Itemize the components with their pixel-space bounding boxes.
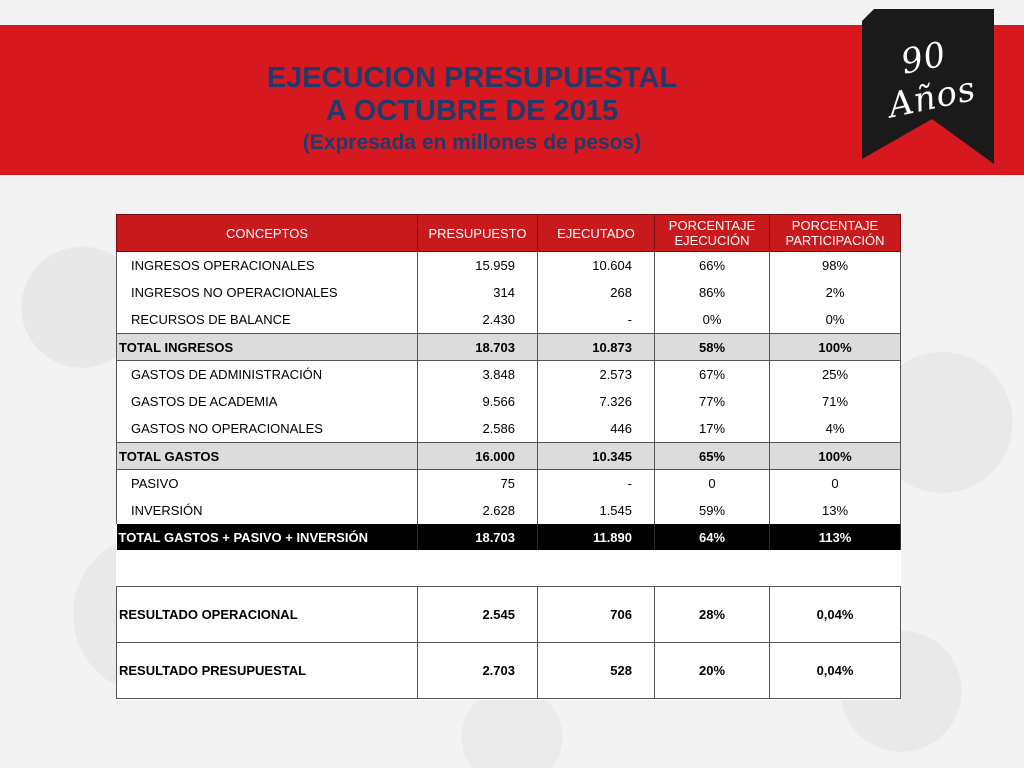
column-header-porcentaje-ejecucion: PORCENTAJE EJECUCIÓN bbox=[655, 215, 770, 252]
row-presupuesto: 75 bbox=[418, 470, 538, 498]
row-concept: RECURSOS DE BALANCE bbox=[117, 306, 418, 334]
row-pct-participacion: 2% bbox=[770, 279, 901, 306]
row-pct-ejecucion: 20% bbox=[655, 643, 770, 699]
row-pct-participacion: 113% bbox=[770, 524, 901, 550]
row-concept: INGRESOS OPERACIONALES bbox=[117, 252, 418, 280]
row-presupuesto: 2.628 bbox=[418, 497, 538, 524]
row-concept: TOTAL INGRESOS bbox=[117, 334, 418, 361]
total-row-gastos bbox=[117, 443, 901, 470]
row-concept: TOTAL GASTOS bbox=[117, 443, 418, 470]
result-row-presupuestal bbox=[117, 643, 901, 699]
row-concept: GASTOS NO OPERACIONALES bbox=[117, 415, 418, 443]
row-pct-participacion: 98% bbox=[770, 252, 901, 280]
row-presupuesto: 18.703 bbox=[418, 334, 538, 361]
row-ejecutado: 10.604 bbox=[538, 252, 655, 280]
table-row bbox=[117, 470, 901, 498]
spacer-cell bbox=[117, 550, 901, 587]
row-pct-participacion: 100% bbox=[770, 334, 901, 361]
row-ejecutado: 706 bbox=[538, 587, 655, 643]
table-header-row bbox=[117, 215, 901, 252]
row-concept: TOTAL GASTOS + PASIVO + INVERSIÓN bbox=[117, 524, 418, 550]
row-presupuesto: 18.703 bbox=[418, 524, 538, 550]
row-ejecutado: - bbox=[538, 306, 655, 334]
column-header-porcentaje-participacion: PORCENTAJE PARTICIPACIÓN bbox=[770, 215, 901, 252]
title-line-1: EJECUCION PRESUPUESTAL bbox=[266, 62, 678, 94]
row-pct-participacion: 71% bbox=[770, 388, 901, 415]
page-title bbox=[212, 62, 732, 158]
row-pct-participacion: 0 bbox=[770, 470, 901, 498]
row-pct-ejecucion: 64% bbox=[655, 524, 770, 550]
row-ejecutado: 10.345 bbox=[538, 443, 655, 470]
row-pct-ejecucion: 59% bbox=[655, 497, 770, 524]
table-row bbox=[117, 415, 901, 443]
table-row bbox=[117, 361, 901, 389]
anniversary-badge-text: 90 Años bbox=[884, 34, 980, 127]
grand-total-row bbox=[117, 524, 901, 550]
column-header-ejecutado: EJECUTADO bbox=[538, 215, 655, 252]
title-line-2: A OCTUBRE DE 2015 bbox=[325, 95, 619, 127]
row-presupuesto: 2.586 bbox=[418, 415, 538, 443]
row-pct-ejecucion: 77% bbox=[655, 388, 770, 415]
row-pct-participacion: 4% bbox=[770, 415, 901, 443]
row-pct-ejecucion: 65% bbox=[655, 443, 770, 470]
row-concept: GASTOS DE ACADEMIA bbox=[117, 388, 418, 415]
row-ejecutado: 528 bbox=[538, 643, 655, 699]
row-presupuesto: 15.959 bbox=[418, 252, 538, 280]
budget-table-container bbox=[116, 214, 900, 700]
row-pct-ejecucion: 66% bbox=[655, 252, 770, 280]
column-header-presupuesto: PRESUPUESTO bbox=[418, 215, 538, 252]
row-concept: RESULTADO PRESUPUESTAL bbox=[117, 643, 418, 699]
row-concept: INGRESOS NO OPERACIONALES bbox=[117, 279, 418, 306]
row-pct-ejecucion: 28% bbox=[655, 587, 770, 643]
row-presupuesto: 3.848 bbox=[418, 361, 538, 389]
row-presupuesto: 2.703 bbox=[418, 643, 538, 699]
row-concept: PASIVO bbox=[117, 470, 418, 498]
row-pct-participacion: 0,04% bbox=[770, 587, 901, 643]
row-pct-participacion: 25% bbox=[770, 361, 901, 389]
row-presupuesto: 9.566 bbox=[418, 388, 538, 415]
row-pct-ejecucion: 86% bbox=[655, 279, 770, 306]
row-ejecutado: 10.873 bbox=[538, 334, 655, 361]
row-pct-participacion: 0,04% bbox=[770, 643, 901, 699]
row-pct-ejecucion: 0 bbox=[655, 470, 770, 498]
row-pct-ejecucion: 58% bbox=[655, 334, 770, 361]
row-presupuesto: 16.000 bbox=[418, 443, 538, 470]
total-row-ingresos bbox=[117, 334, 901, 361]
result-row-operacional bbox=[117, 587, 901, 643]
table-row bbox=[117, 279, 901, 306]
row-pct-participacion: 13% bbox=[770, 497, 901, 524]
row-ejecutado: 268 bbox=[538, 279, 655, 306]
row-concept: GASTOS DE ADMINISTRACIÓN bbox=[117, 361, 418, 389]
page-subtitle: (Expresada en millones de pesos) bbox=[302, 131, 642, 154]
row-presupuesto: 2.430 bbox=[418, 306, 538, 334]
row-pct-ejecucion: 67% bbox=[655, 361, 770, 389]
row-ejecutado: - bbox=[538, 470, 655, 498]
row-ejecutado: 7.326 bbox=[538, 388, 655, 415]
row-pct-ejecucion: 17% bbox=[655, 415, 770, 443]
row-ejecutado: 1.545 bbox=[538, 497, 655, 524]
row-concept: INVERSIÓN bbox=[117, 497, 418, 524]
row-pct-participacion: 0% bbox=[770, 306, 901, 334]
table-row bbox=[117, 252, 901, 280]
row-concept: RESULTADO OPERACIONAL bbox=[117, 587, 418, 643]
row-pct-ejecucion: 0% bbox=[655, 306, 770, 334]
row-ejecutado: 11.890 bbox=[538, 524, 655, 550]
row-pct-participacion: 100% bbox=[770, 443, 901, 470]
row-presupuesto: 2.545 bbox=[418, 587, 538, 643]
table-row bbox=[117, 497, 901, 524]
row-presupuesto: 314 bbox=[418, 279, 538, 306]
table-row bbox=[117, 388, 901, 415]
row-ejecutado: 2.573 bbox=[538, 361, 655, 389]
row-ejecutado: 446 bbox=[538, 415, 655, 443]
column-header-conceptos: CONCEPTOS bbox=[117, 215, 418, 252]
budget-table bbox=[116, 214, 901, 699]
table-row bbox=[117, 306, 901, 334]
table-spacer-row bbox=[117, 550, 901, 587]
